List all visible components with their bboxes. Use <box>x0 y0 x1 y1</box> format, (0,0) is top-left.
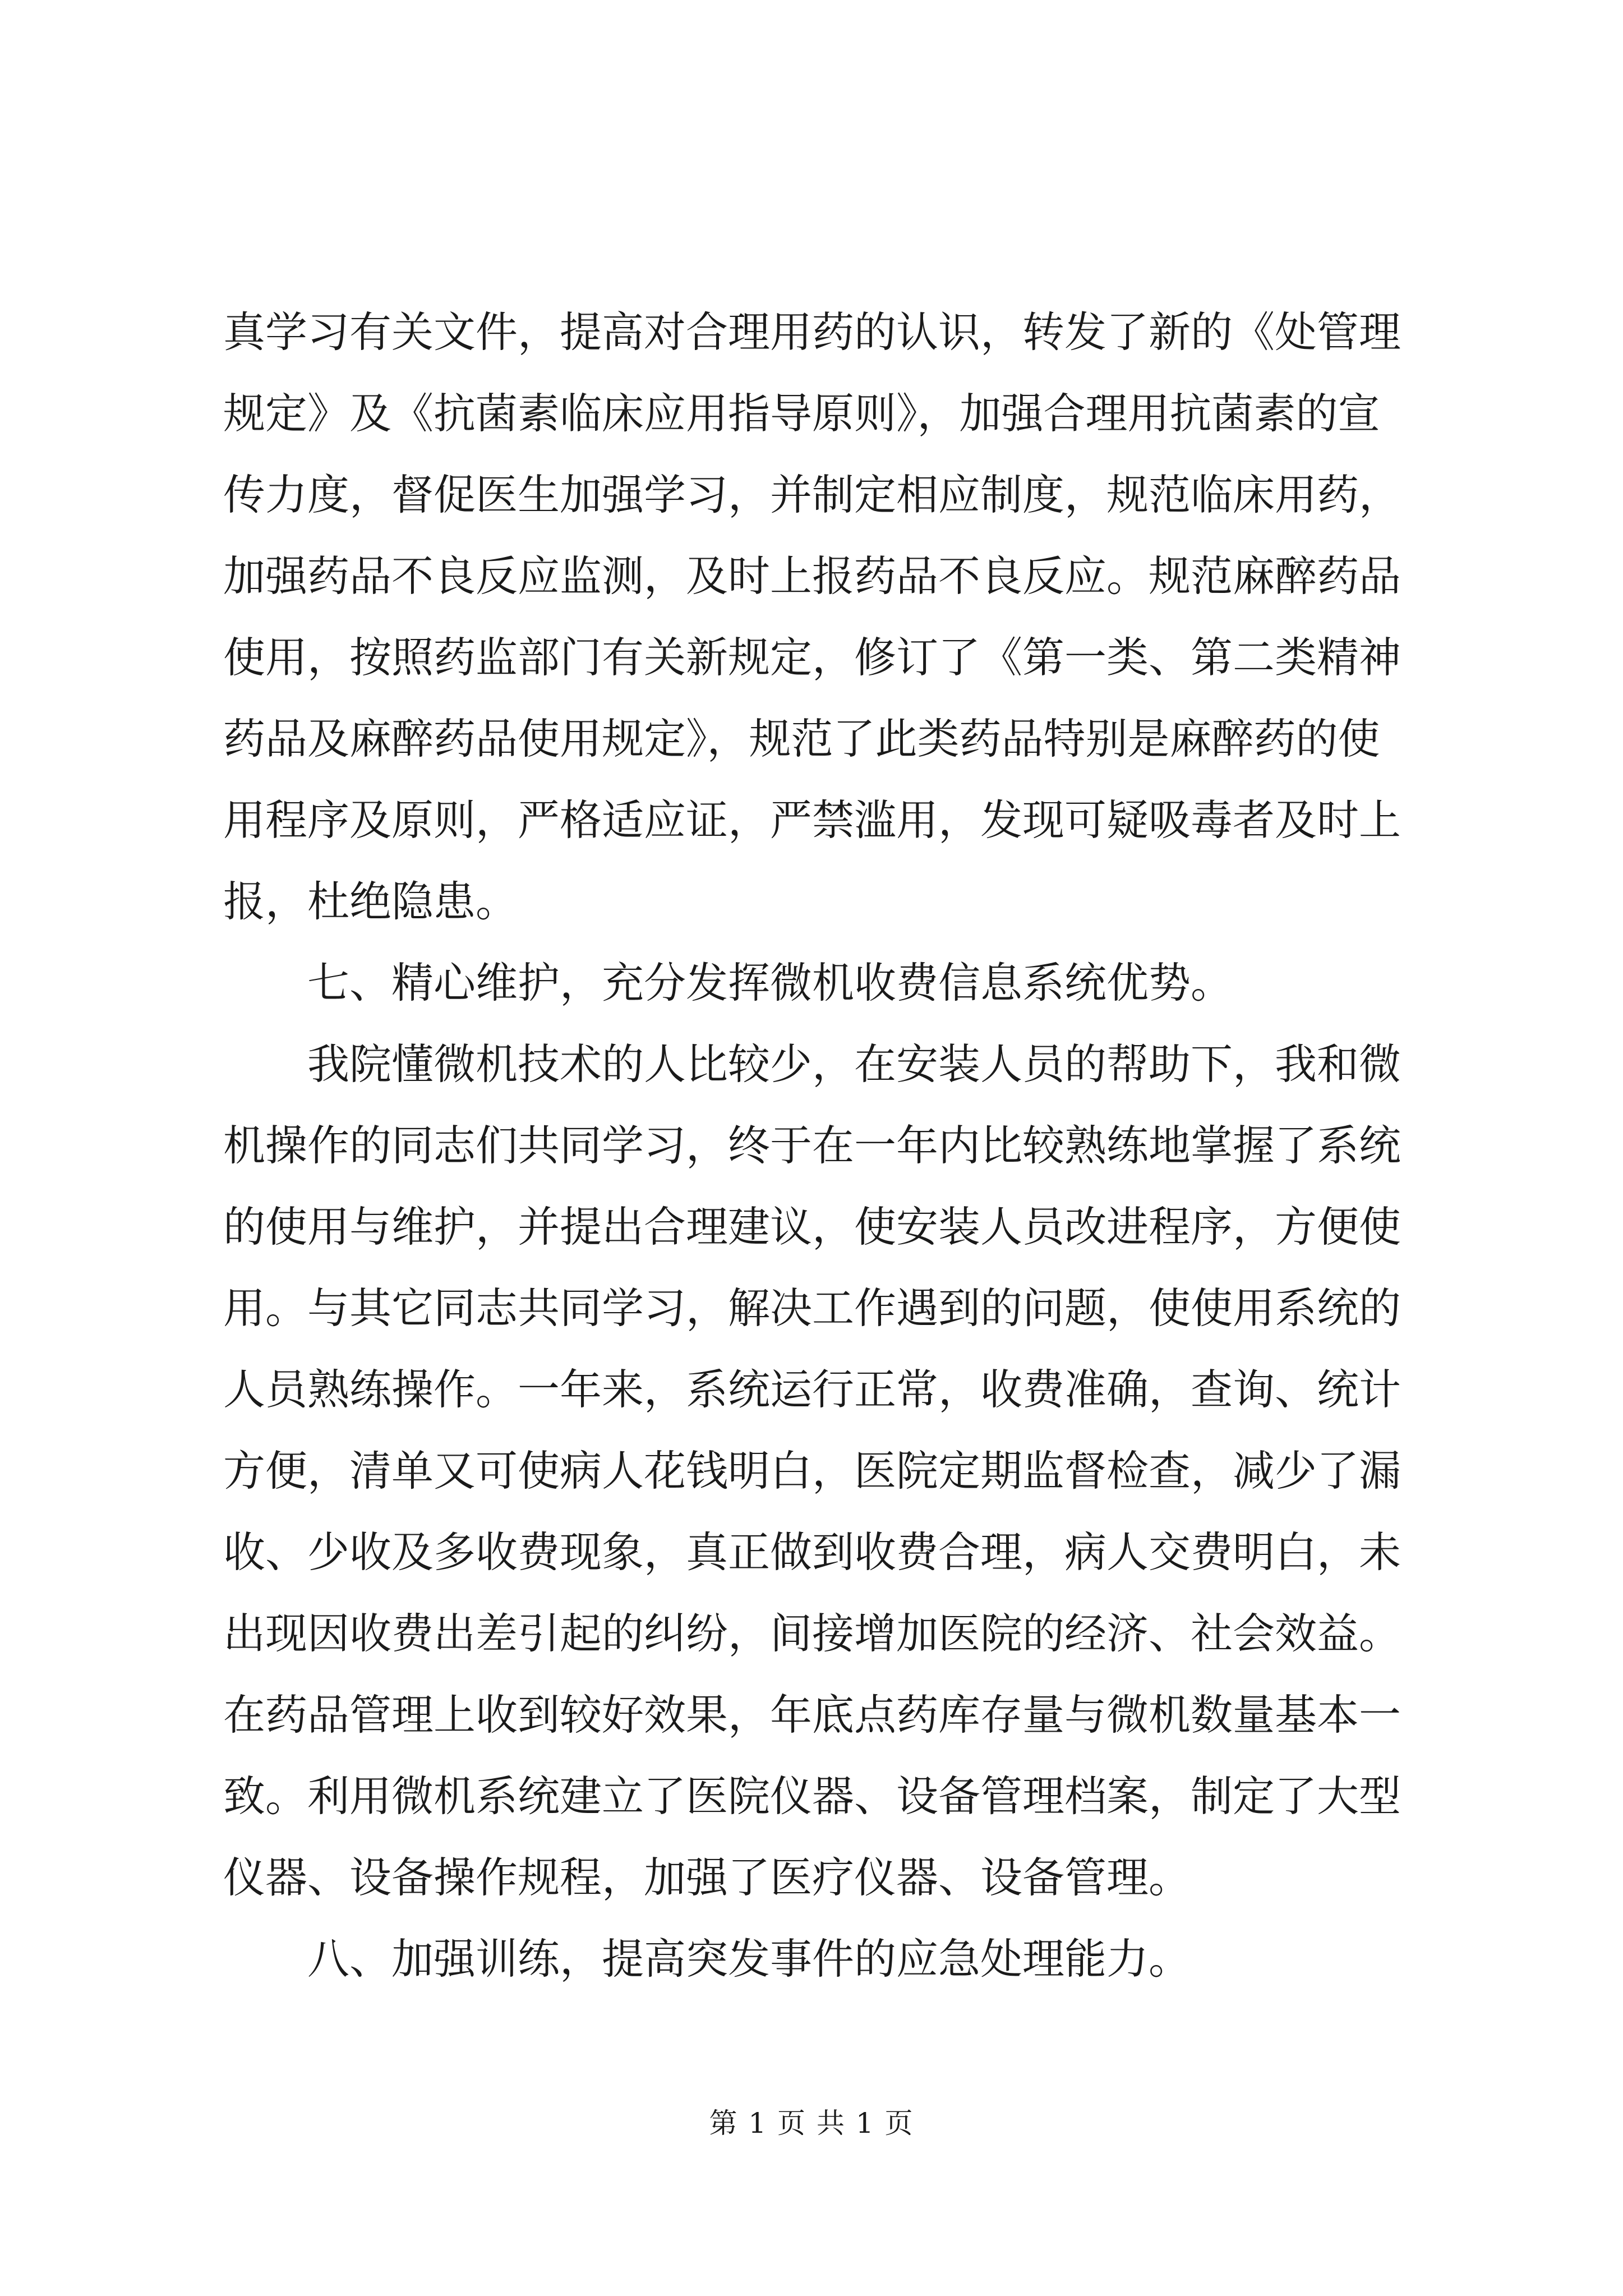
text-line: 致。利用微机系统建立了医院仪器、设备管理档案，制定了大型 <box>223 1772 1401 1821</box>
text-line: 使用，按照药监部门有关新规定，修订了《第一类、第二类精神 <box>223 633 1401 682</box>
text-line: 用。与其它同志共同学习，解决工作遇到的问题，使使用系统的 <box>223 1283 1401 1333</box>
page-footer: 第 1 页 共 1 页 <box>709 2107 914 2139</box>
text-line: 机操作的同志们共同学习，终于在一年内比较熟练地掌握了系统 <box>223 1121 1401 1170</box>
text-line: 传力度，督促医生加强学习，并制定相应制度，规范临床用药， <box>223 470 1401 519</box>
paragraph-start-line: 我院懂微机技术的人比较少，在安装人员的帮助下，我和微 <box>307 1039 1401 1089</box>
text-line: 报，杜绝隐患。 <box>223 877 518 926</box>
document-body <box>223 292 1423 2000</box>
text-line: 方便，清单又可使病人花钱明白，医院定期监督检查，减少了漏 <box>223 1446 1401 1496</box>
text-line: 用程序及原则，严格适应证，严禁滥用，发现可疑吸毒者及时上 <box>223 795 1401 845</box>
text-line: 的使用与维护，并提出合理建议，使安装人员改进程序，方便使 <box>223 1202 1401 1251</box>
text-line: 在药品管理上收到较好效果，年底点药库存量与微机数量基本一 <box>223 1690 1401 1740</box>
text-line: 真学习有关文件，提高对合理用药的认识，转发了新的《处管理 <box>223 307 1401 357</box>
paragraph-start-line: 七、精心维护，充分发挥微机收费信息系统优势。 <box>307 958 1233 1007</box>
text-line: 收、少收及多收费现象，真正做到收费合理，病人交费明白，未 <box>223 1527 1401 1577</box>
text-line: 人员熟练操作。一年来，系统运行正常，收费准确，查询、统计 <box>223 1365 1401 1414</box>
text-line: 药品及麻醉药品使用规定》，规范了此类药品特别是麻醉药的使 <box>223 714 1380 763</box>
paragraph-start-line: 八、加强训练，提高突发事件的应急处理能力。 <box>307 1934 1191 1984</box>
text-line: 出现因收费出差引起的纠纷，间接增加医院的经济、社会效益。 <box>223 1609 1401 1658</box>
text-line: 仪器、设备操作规程，加强了医疗仪器、设备管理。 <box>223 1853 1191 1902</box>
text-line: 规定》及《抗菌素临床应用指导原则》，加强合理用抗菌素的宣 <box>223 389 1380 438</box>
text-line: 加强药品不良反应监测，及时上报药品不良反应。规范麻醉药品 <box>223 551 1401 601</box>
